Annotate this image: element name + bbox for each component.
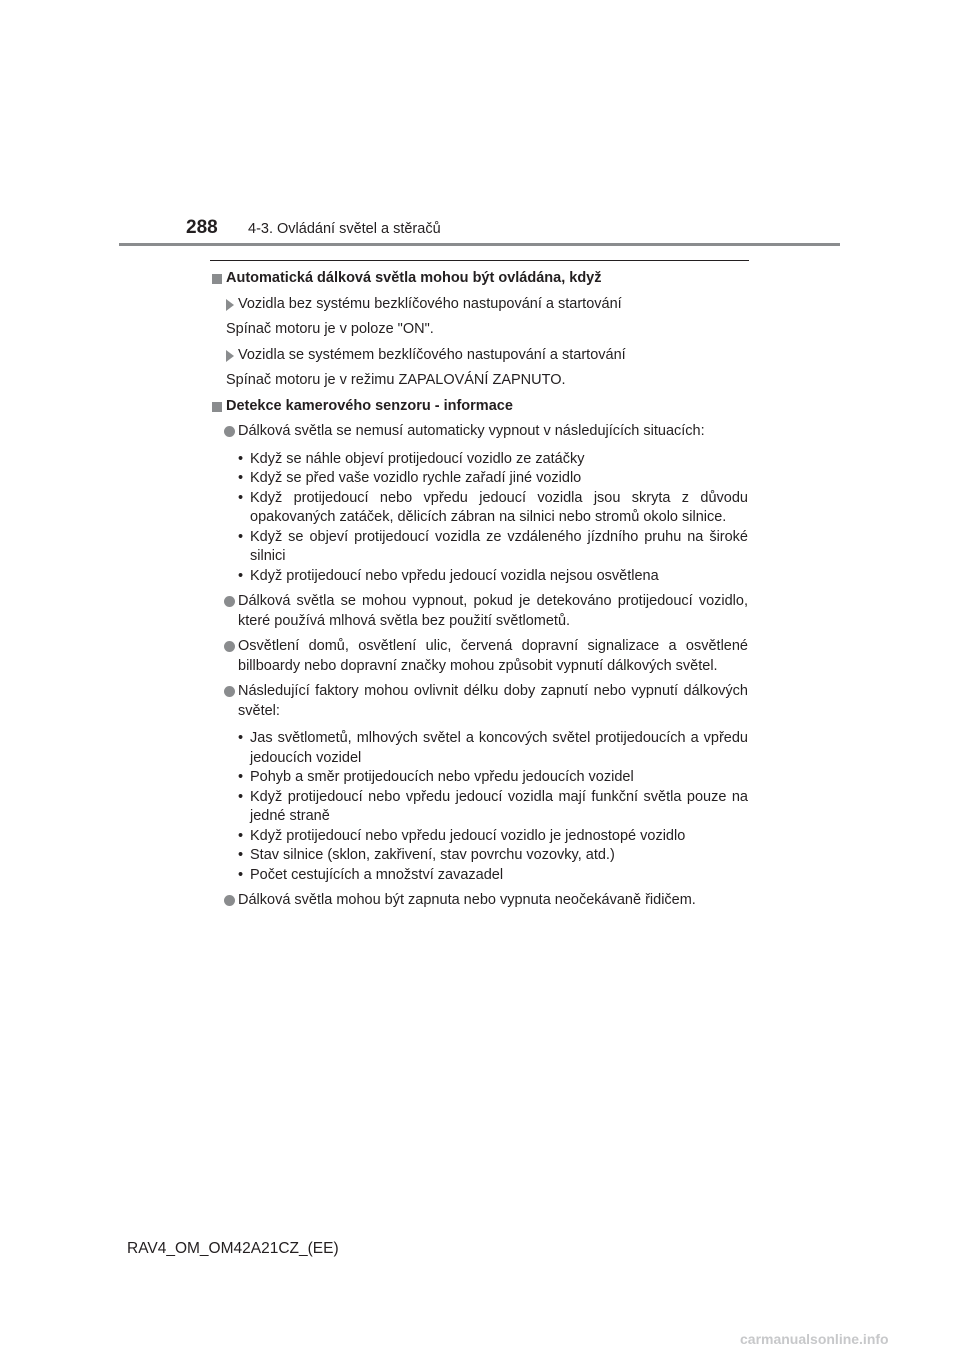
list-item-text: Když se náhle objeví protijedoucí vozidlo ze zatáčky [250,450,585,467]
note-text: Dálková světla se mohou vypnout, pokud je detekováno protijedoucí vozidlo, které používá mlhová světla bez použití světlometů. [238,593,748,629]
case-text: Spínač motoru je v poloze "ON". [226,321,434,337]
header-divider [119,243,840,246]
list-item: • Jas světlometů, mlhových světel a koncových světel protijedoucích a vpředu jedoucích vozidel [238,730,748,766]
note-text: Dálková světla mohou být zapnuta nebo vypnuta neočekávaně řidičem. [238,892,696,908]
circle-bullet-icon [224,686,235,697]
list-item: • Když se před vaše vozidlo rychle zařadí jiné vozidlo [238,470,582,486]
page-content [212,269,748,917]
list-item-text: Když protijedoucí nebo vpředu jedoucí vozidlo je jednostopé vozidlo [250,827,686,844]
list-item-text: Když se před vaše vozidlo rychle zařadí jiné vozidlo [250,470,582,486]
list-item: • Když protijedoucí nebo vpředu jedoucí vozidla nejsou osvětlena [238,567,659,584]
list-item: • Když protijedoucí nebo vpředu jedoucí vozidla mají funkční světla pouze na jedné straně [238,788,748,824]
list-item: • Stav silnice (sklon, zakřivení, stav povrchu vozovky, atd.) [238,847,615,863]
circle-bullet-icon [224,596,235,607]
note-item [212,422,748,442]
list-item: • Pohyb a směr protijedoucích nebo vpředu jedoucích vozidel [238,769,634,785]
case-label-text: Vozidla bez systému bezklíčového nastupování a startování [238,295,622,312]
bullet-list [212,450,748,587]
circle-bullet-icon [224,426,235,437]
bullet-list [212,729,748,885]
content-divider [210,260,749,261]
list-item: • Počet cestujících a množství zavazadel [238,866,504,883]
case-label-text: Vozidla se systémem bezklíčového nastupování a startování [238,346,626,363]
heading-text: Detekce kamerového senzoru - informace [226,397,513,414]
note-item [212,637,748,676]
note-item [212,891,748,911]
square-bullet-icon [212,402,222,412]
triangle-bullet-icon [226,350,234,362]
list-item: • Když se objeví protijedoucí vozidla ze vzdáleného jízdního pruhu na široké silnici [238,528,748,564]
note-item [212,592,748,631]
list-item-text: Když protijedoucí nebo vpředu jedoucí vozidla mají funkční světla pouze na jedné straně [250,788,748,824]
case-label [212,295,748,315]
triangle-bullet-icon [226,299,234,311]
section-title: 4-3. Ovládání světel a stěračů [248,221,441,237]
list-item-text: Stav silnice (sklon, zakřivení, stav povrchu vozovky, atd.) [250,847,615,863]
circle-bullet-icon [224,895,235,906]
heading-text: Automatická dálková světla mohou být ovládána, když [226,270,602,286]
list-item-text: Pohyb a směr protijedoucích nebo vpředu jedoucích vozidel [250,769,634,785]
list-item: • Když protijedoucí nebo vpředu jedoucí vozidla jsou skryta z důvodu opakovaných zatáček, dělicích zábran na silnici nebo stromů okolo silnice. [238,489,748,525]
list-item: • Když se náhle objeví protijedoucí vozidlo ze zatáčky [238,450,585,467]
watermark: carmanualsonline.info [740,1331,889,1347]
note-item [212,682,748,721]
list-item-text: Jas světlometů, mlhových světel a koncových světel protijedoucích a vpředu jedoucích vozidel [250,730,748,766]
list-item-text: Počet cestujících a množství zavazadel [250,866,504,883]
note-text: Následující faktory mohou ovlivnit délku doby zapnutí nebo vypnutí dálkových světel: [238,683,748,719]
list-item-text: Když protijedoucí nebo vpředu jedoucí vozidla jsou skryta z důvodu opakovaných zatáček, dělicích zábran na silnici nebo stromů okolo silnice. [250,489,748,525]
section-heading [212,397,748,417]
document-code: RAV4_OM_OM42A21CZ_(EE) [127,1240,339,1257]
square-bullet-icon [212,274,222,284]
list-item-text: Když protijedoucí nebo vpředu jedoucí vozidla nejsou osvětlena [250,567,659,584]
circle-bullet-icon [224,641,235,652]
note-text: Dálková světla se nemusí automaticky vypnout v následujících situacích: [238,423,705,439]
page-number: 288 [186,217,218,238]
case-text: Spínač motoru je v režimu ZAPALOVÁNÍ ZAPNUTO. [226,372,566,388]
section-heading [212,269,748,289]
note-text: Osvětlení domů, osvětlení ulic, červená dopravní signalizace a osvětlené billboardy nebo dopravní značky mohou způsobit vypnutí dálkových světel. [238,638,748,674]
list-item: • Když protijedoucí nebo vpředu jedoucí vozidlo je jednostopé vozidlo [238,827,686,844]
list-item-text: Když se objeví protijedoucí vozidla ze vzdáleného jízdního pruhu na široké silnici [250,528,748,564]
case-label [212,346,748,366]
